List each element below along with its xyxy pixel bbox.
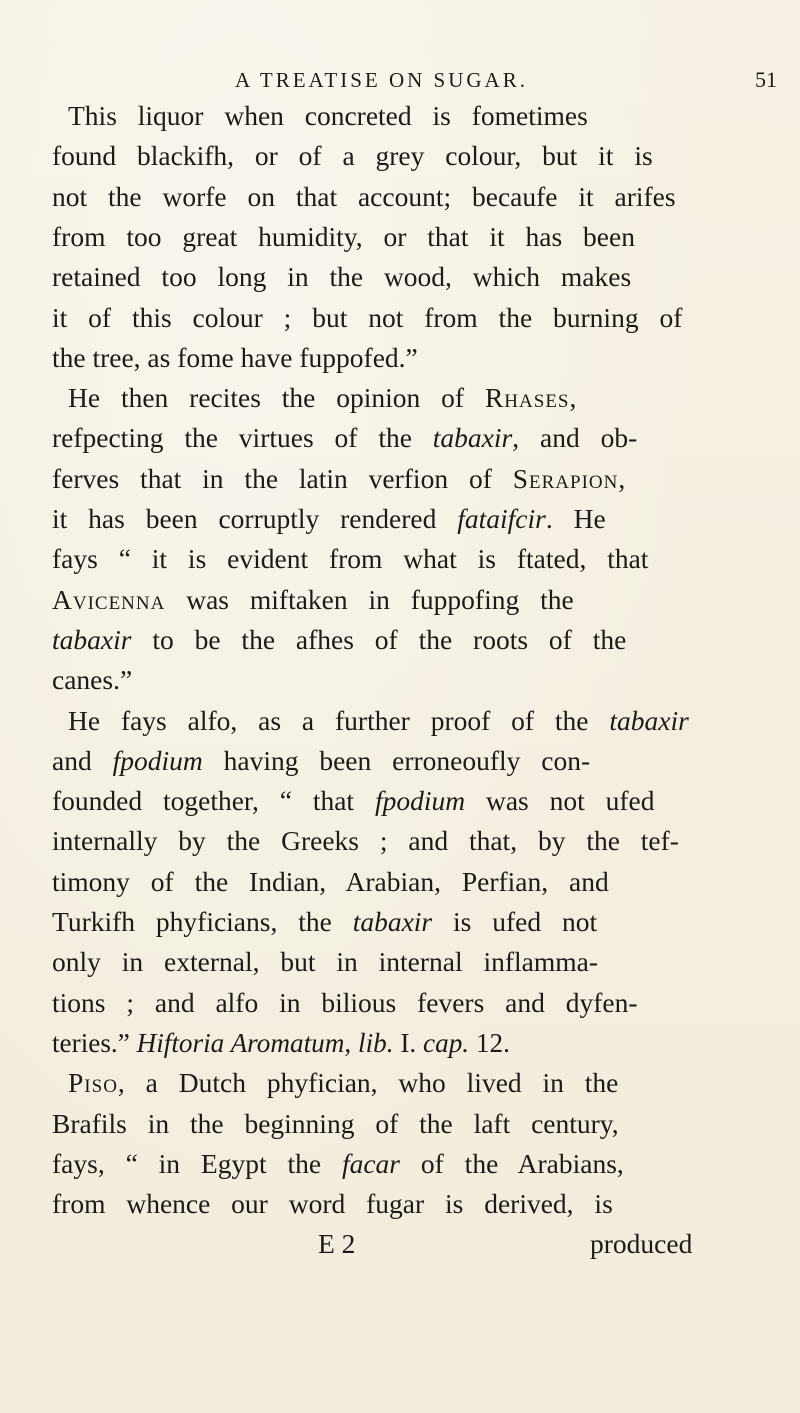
- text-segment: retained too long in the wood, which makes: [52, 261, 632, 293]
- text-segment: tions ; and alfo in bilious fevers and dyfen-: [52, 986, 638, 1018]
- text-line: [52, 298, 682, 338]
- text-line: [52, 781, 654, 821]
- text-segment: He fays alfo, as a further proof of the: [68, 704, 610, 736]
- text-segment: fays, “ in Egypt the: [52, 1147, 342, 1179]
- text-segment: lib.: [358, 1026, 394, 1058]
- text-line: [52, 217, 635, 257]
- text-segment: . He: [545, 503, 606, 534]
- text-segment: only in external, but in internal inflamma-: [52, 946, 599, 978]
- text-segment: having been erroneoufly con-: [202, 744, 591, 776]
- text-line: [52, 459, 625, 499]
- text-line: [52, 136, 653, 176]
- text-segment: facar: [341, 1147, 401, 1179]
- text-segment: ,: [618, 462, 626, 494]
- text-line: [52, 338, 418, 378]
- text-segment: tabaxir: [352, 906, 433, 937]
- running-head: [235, 62, 795, 98]
- text-segment: timony of the Indian, Arabian, Perfian, and: [52, 865, 609, 897]
- text-line: [68, 701, 689, 741]
- text-segment: He then recites the opinion of: [68, 382, 485, 414]
- text-line: [68, 96, 588, 136]
- text-segment: Piso: [68, 1067, 118, 1099]
- text-segment: it has been corruptly rendered: [52, 503, 458, 534]
- text-line: [52, 741, 590, 781]
- text-segment: tabaxir: [609, 704, 689, 736]
- text-segment: is ufed not: [432, 906, 598, 937]
- text-segment: ,: [344, 1026, 359, 1058]
- text-segment: ferves that in the latin verfion of: [52, 462, 513, 494]
- text-segment: fpodium: [374, 785, 466, 817]
- text-segment: internally by the Greeks ; and that, by the tef-: [52, 825, 679, 857]
- text-segment: from too great humidity, or that it has been: [52, 220, 635, 252]
- text-segment: 12.: [469, 1026, 510, 1058]
- text-segment: tabaxir: [432, 422, 513, 454]
- catchword: produced: [590, 1228, 693, 1260]
- text-line: [52, 257, 631, 297]
- text-segment: the tree, as fome have fuppofed.”: [52, 341, 418, 373]
- text-segment: Rhases: [484, 382, 570, 414]
- text-line: [52, 862, 609, 902]
- text-segment: canes.”: [52, 664, 133, 696]
- page-number: 51: [755, 67, 777, 92]
- text-line: [52, 942, 598, 982]
- text-line: [52, 580, 574, 620]
- text-segment: Turkifh phyficians, the: [52, 906, 353, 937]
- text-line: [52, 660, 132, 700]
- text-segment: from whence our word fugar is derived, is: [52, 1188, 613, 1220]
- text-line: [52, 1023, 510, 1063]
- text-line: [52, 418, 637, 458]
- text-segment: This liquor when concreted is fometimes: [68, 100, 588, 131]
- text-segment: fpodium: [112, 744, 203, 776]
- text-segment: found blackifh, or of a grey colour, but it is: [52, 140, 653, 172]
- text-line: [52, 539, 648, 579]
- text-segment: not the worfe on that account; becaufe it arifes: [52, 180, 676, 212]
- text-segment: Hiftoria Aromatum: [136, 1026, 345, 1058]
- text-segment: was not ufed: [465, 785, 655, 817]
- text-line: [52, 821, 679, 861]
- text-segment: and: [52, 744, 113, 776]
- text-line: [52, 620, 626, 660]
- text-line: [52, 1184, 613, 1224]
- text-segment: fays “ it is evident from what is ftated, that: [52, 543, 649, 575]
- text-segment: was miftaken in fuppofing the: [165, 583, 574, 615]
- text-segment: refpecting the virtues of the: [52, 422, 433, 454]
- text-segment: to be the afhes of the roots of the: [131, 623, 627, 655]
- text-segment: Brafils in the beginning of the laft century,: [52, 1107, 619, 1139]
- running-head-title: A TREATISE ON SUGAR.: [235, 68, 528, 92]
- text-segment: , a Dutch phyfician, who lived in the: [117, 1067, 619, 1099]
- text-segment: ,: [569, 382, 577, 414]
- text-segment: of the Arabians,: [400, 1147, 624, 1179]
- text-line: [0, 1224, 800, 1264]
- text-line: [68, 1063, 618, 1103]
- text-segment: it of this colour ; but not from the burning of: [52, 301, 683, 333]
- text-segment: teries.”: [52, 1026, 137, 1058]
- text-segment: fataifcir: [457, 503, 546, 534]
- text-segment: I.: [393, 1026, 424, 1058]
- text-segment: cap.: [423, 1026, 470, 1058]
- text-line: [52, 1104, 619, 1144]
- text-line: [68, 378, 576, 418]
- text-segment: Avicenna: [52, 583, 166, 615]
- text-line: [52, 499, 606, 539]
- text-line: [52, 1144, 624, 1184]
- text-line: [52, 902, 597, 942]
- text-segment: Serapion: [512, 462, 619, 494]
- text-segment: , and ob-: [512, 422, 638, 454]
- signature-mark: E 2: [318, 1228, 356, 1260]
- text-line: [52, 983, 638, 1023]
- text-segment: founded together, “ that: [52, 785, 375, 817]
- text-segment: tabaxir: [52, 623, 132, 655]
- text-line: [52, 177, 676, 217]
